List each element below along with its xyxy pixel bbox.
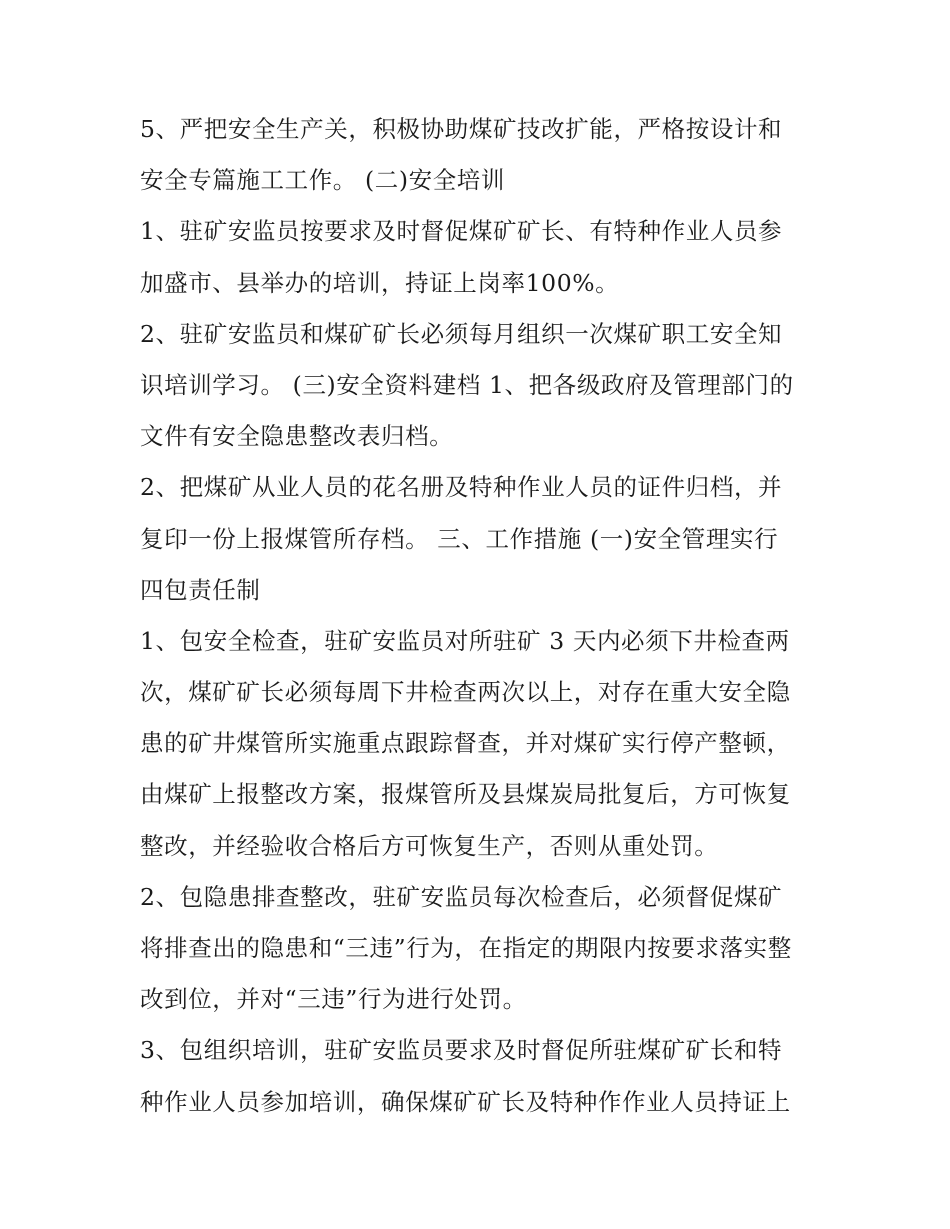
text-line: 次，煤矿矿长必须每周下井检查两次以上，对存在重大安全隐: [140, 678, 791, 707]
paragraph-7: [140, 1025, 830, 1127]
text-line: 四包责任制: [140, 575, 261, 604]
text-line: 5、严把安全生产关，积极协助煤矿技改扩能，严格按设计和: [140, 115, 783, 143]
text-line: 复印一份上报煤管所存档。 三、工作措施 (一)安全管理实行: [140, 524, 779, 553]
text-line: 整改，并经验收合格后方可恢复生产，否则从重处罚。: [140, 831, 719, 860]
text-line: 1、驻矿安监员按要求及时督促煤矿矿长、有特种作业人员参: [140, 217, 783, 246]
paragraph-5: [140, 616, 830, 872]
text-line: 加盛市、县举办的培训，持证上岗率100%。: [140, 268, 620, 297]
paragraph-1: [140, 104, 830, 206]
text-line: 患的矿井煤管所实施重点跟踪督查，并对煤矿实行停产整顿，: [140, 729, 791, 758]
text-line: 改到位，并对“三违”行为进行处罚。: [140, 985, 527, 1014]
paragraph-4: [140, 462, 830, 616]
text-line: 1、包安全检查，驻矿安监员对所驻矿 3 天内必须下井检查两: [140, 626, 790, 655]
text-line: 将排查出的隐患和“三违”行为，在指定的期限内按要求落实整: [140, 934, 792, 962]
text-line: 2、驻矿安监员和煤矿矿长必须每月组织一次煤矿职工安全知: [140, 319, 783, 348]
text-line: 种作业人员参加培训，确保煤矿矿长及特种作作业人员持证上: [140, 1087, 791, 1116]
text-line: 安全专篇施工工作。 (二)安全培训: [140, 166, 506, 195]
text-line: 由煤矿上报整改方案，报煤管所及县煤炭局批复后，方可恢复: [140, 780, 791, 809]
text-line: 识培训学习。 (三)安全资料建档 1、把各级政府及管理部门的: [140, 370, 794, 399]
paragraph-3: [140, 309, 830, 463]
document-body: [140, 104, 830, 1128]
text-line: 2、把煤矿从业人员的花名册及特种作业人员的证件归档，并: [140, 473, 783, 502]
paragraph-2: [140, 206, 830, 308]
text-line: 3、包组织培训，驻矿安监员要求及时督促所驻煤矿矿长和特: [140, 1036, 783, 1065]
paragraph-6: [140, 872, 830, 1026]
text-line: 2、包隐患排查整改，驻矿安监员每次检查后，必须督促煤矿: [140, 882, 783, 911]
text-line: 文件有安全隐患整改表归档。: [140, 422, 454, 451]
